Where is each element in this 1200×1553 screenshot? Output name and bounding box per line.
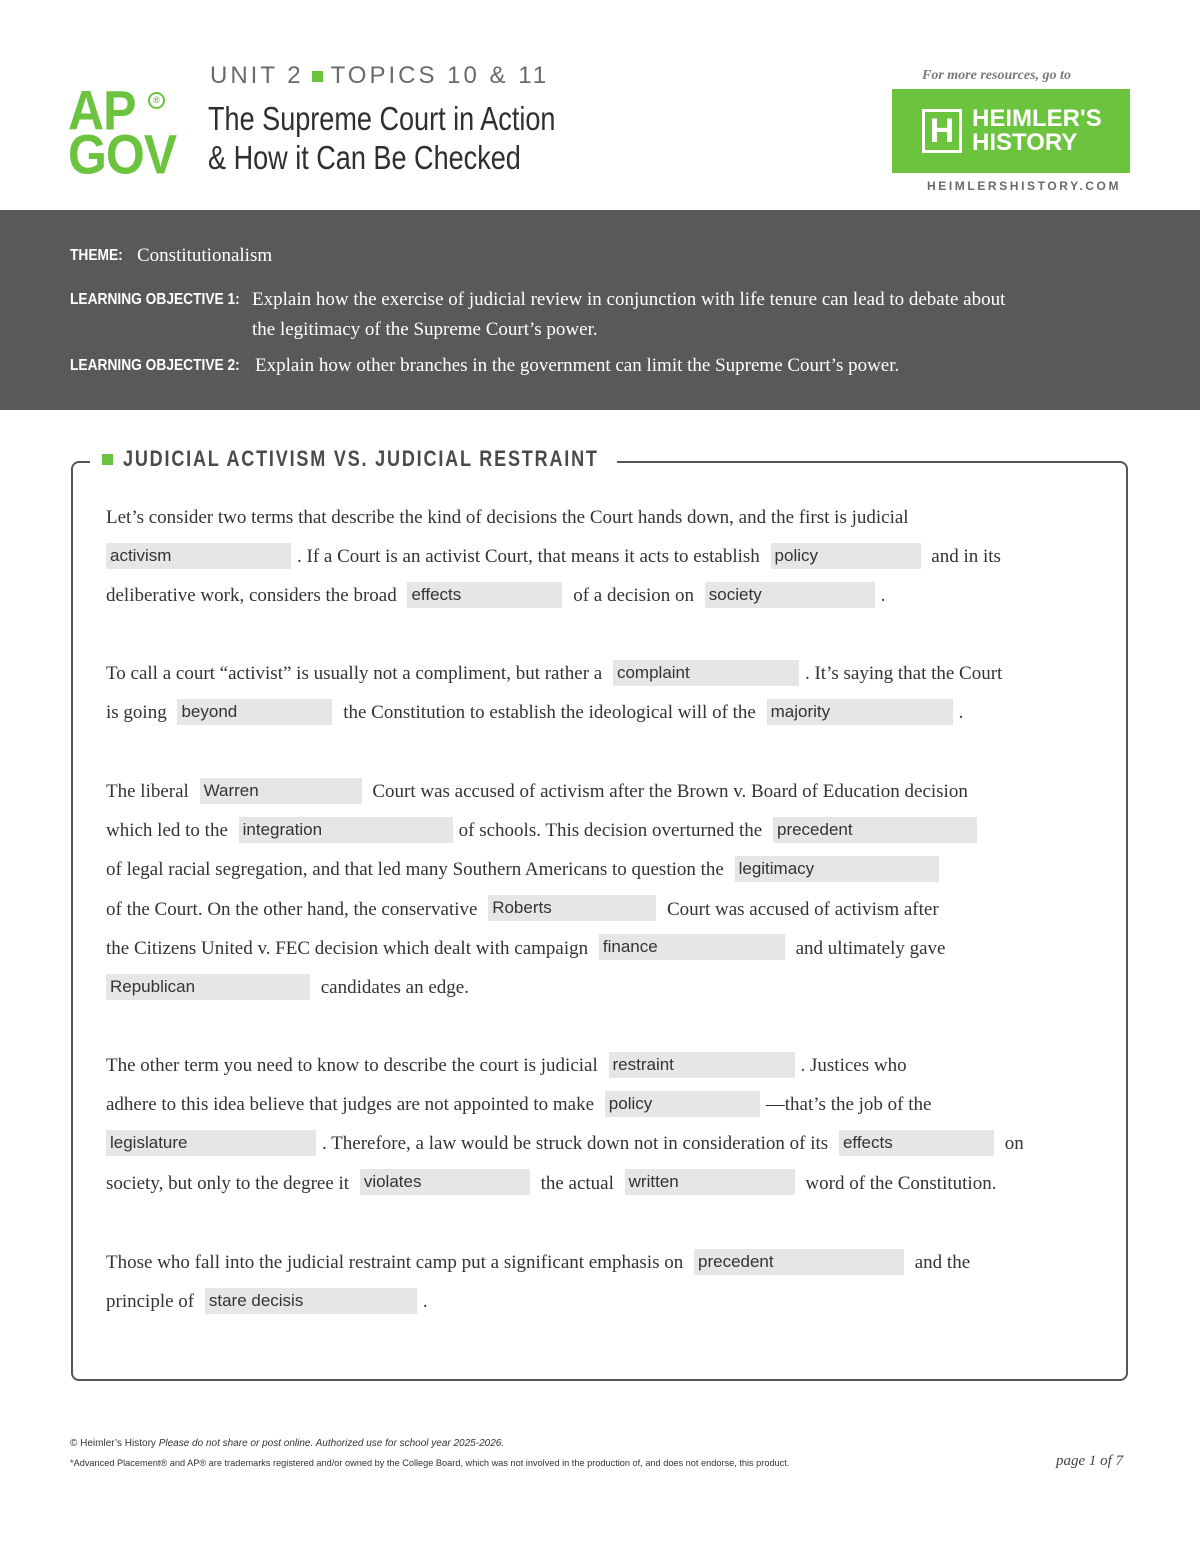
text: on [1004,1133,1024,1155]
brand-line1: HEIMLER'S [972,105,1102,132]
text: . If a Court is an activist Court, that means it acts to establish [297,546,760,568]
theme-label: THEME: [70,247,123,264]
text: the Citizens United v. FEC decision which dealt with campaign [106,937,589,959]
blank-precedent-2[interactable]: precedent [694,1249,904,1275]
blank-roberts[interactable]: Roberts [488,895,656,921]
lo1-line1: Explain how the exercise of judicial review in conjunction with life tenure can lead to debate about [252,289,1006,310]
text: . [422,1291,428,1313]
text: society, but only to the degree it [106,1172,350,1194]
blank-restraint[interactable]: restraint [609,1052,795,1078]
registered-icon: ® [148,92,165,109]
lo1-line2: the legitimacy of the Supreme Court’s power. [252,319,598,340]
blank-republican[interactable]: Republican [106,974,310,1000]
unit-label: UNIT 2 [210,62,304,89]
blank-policy[interactable]: policy [771,543,921,569]
page-title-line1: The Supreme Court in Action [208,100,556,137]
text: and ultimately gave [795,937,946,959]
brand-line2: HISTORY [972,129,1078,156]
text: of schools. This decision overturned the [458,820,763,842]
text: is going [106,702,167,724]
green-square-icon [312,71,323,82]
text: Court was accused of activism after [666,898,939,920]
text: . Justices who [800,1055,907,1076]
paragraph-1 [106,498,1106,616]
blank-warren[interactable]: Warren [200,778,362,804]
section-heading [90,446,617,472]
h-logo-icon: H [922,109,962,153]
text: Court was accused of activism after the Brown v. Board of Education decision [372,781,968,802]
blank-finance[interactable]: finance [599,934,785,960]
text: word of the Constitution. [805,1172,997,1194]
logo-ap: AP [68,79,136,142]
theme-value: Constitutionalism [137,245,273,266]
copyright: © Heimler’s History [70,1438,156,1449]
text: candidates an edge. [320,977,469,999]
text: To call a court “activist” is usually not a compliment, but rather a [106,663,603,684]
trademark-notice: *Advanced Placement® and AP® are trademarks registered and/or owned by the College Board, which was not involved in the production of, and does not endorse, this product. [70,1458,790,1468]
lo2-text: Explain how other branches in the government can limit the Supreme Court’s power. [255,355,900,376]
blank-legitimacy[interactable]: legitimacy [735,856,939,882]
blank-effects-2[interactable]: effects [839,1130,994,1156]
site-link[interactable]: HEIMLERSHISTORY.COM [927,179,1122,193]
paragraph-4 [106,1046,1106,1203]
blank-society[interactable]: society [705,582,875,608]
blank-stare-decisis[interactable]: stare decisis [205,1288,417,1314]
paragraph-3 [106,772,1106,1007]
topics-label: TOPICS 10 & 11 [330,62,550,89]
blank-integration[interactable]: integration [239,817,453,843]
lo2-label: LEARNING OBJECTIVE 2: [70,357,240,374]
text: The liberal [106,781,189,802]
blank-activism[interactable]: activism [106,543,291,569]
page-number: page 1 of 7 [1056,1453,1124,1469]
text: Let’s consider two terms that describe the kind of decisions the Court hands down, and the first is judicial [106,507,909,528]
text: deliberative work, considers the broad [106,585,397,607]
text: the Constitution to establish the ideological will of the [343,702,756,724]
text: and the [914,1252,971,1273]
section-title: JUDICIAL ACTIVISM VS. JUDICIAL RESTRAINT [123,446,599,471]
text: . It’s saying that the Court [804,663,1003,684]
blank-complaint[interactable]: complaint [613,660,799,686]
blank-majority[interactable]: majority [767,699,953,725]
blank-written[interactable]: written [625,1169,795,1195]
text: The other term you need to know to describe the court is judicial [106,1055,598,1076]
paragraph-2 [106,654,1106,732]
text: the actual [540,1172,614,1194]
resources-note: For more resources, go to [922,68,1071,83]
objectives-banner [0,210,1200,410]
green-square-icon [102,454,113,465]
paragraph-5 [106,1243,1106,1321]
text: . [958,702,964,724]
usage-notice: Please do not share or post online. Authorized use for school year 2025-2026. [158,1438,505,1449]
text: of the Court. On the other hand, the conservative [106,898,478,920]
heimlers-history-logo[interactable] [892,89,1130,173]
blank-beyond[interactable]: beyond [177,699,332,725]
brand-name [972,107,1102,155]
text: of a decision on [573,585,695,607]
blank-effects[interactable]: effects [407,582,562,608]
blank-precedent[interactable]: precedent [773,817,977,843]
text: of legal racial segregation, and that led many Southern Americans to question the [106,859,724,881]
text: . Therefore, a law would be struck down not in consideration of its [322,1133,829,1155]
lo1-label: LEARNING OBJECTIVE 1: [70,291,240,308]
text: and in its [931,546,1001,568]
text: adhere to this idea believe that judges are not appointed to make [106,1094,595,1116]
text: principle of [106,1291,195,1313]
text: . [880,585,886,607]
text: which led to the [106,820,228,842]
logo-gov: GOV [68,123,177,186]
blank-legislature[interactable]: legislature [106,1130,316,1156]
text: Those who fall into the judicial restraint camp put a significant emphasis on [106,1252,684,1273]
copyright-line [70,1438,504,1449]
unit-topics [210,62,549,90]
blank-policy-2[interactable]: policy [605,1091,760,1117]
page-title-line2: & How it Can Be Checked [208,139,521,176]
blank-violates[interactable]: violates [360,1169,530,1195]
text: —that’s the job of the [765,1094,932,1116]
